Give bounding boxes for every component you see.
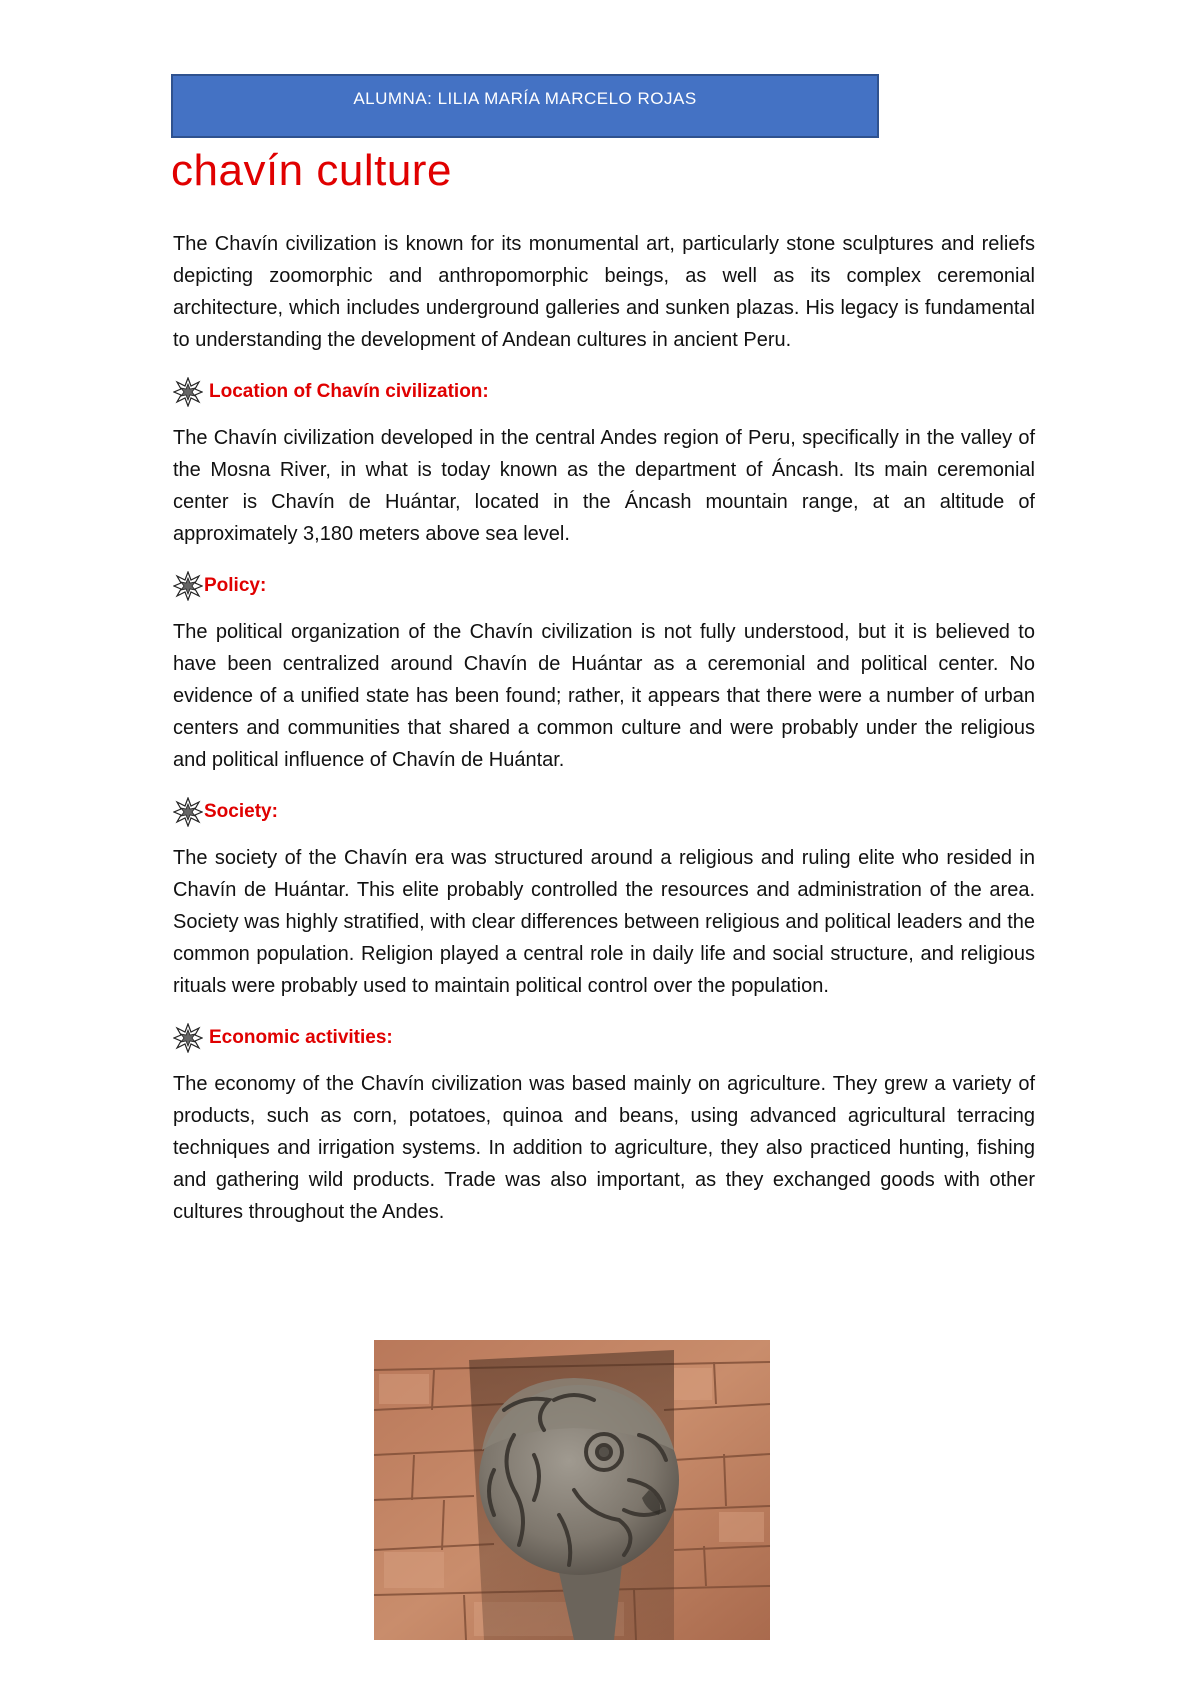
section-heading-policy xyxy=(173,570,1035,602)
section-body-society: The society of the Chavín era was structured around a religious and ruling elite who resided in Chavín de Huántar. This elite probably controlled the resources and administration of the area. Society was highly stratified, with clear differences between religious and political leaders and the common population. Religion played a central role in daily life and social structure, and religious rituals were probably used to maintain political control over the population. xyxy=(173,847,1035,997)
section-heading-economy xyxy=(173,1022,1035,1054)
tenon-head-illustration xyxy=(374,1340,770,1640)
starburst-icon xyxy=(173,1023,203,1053)
section-heading-text: Economic activities: xyxy=(209,1027,393,1048)
section-heading-text: Society: xyxy=(204,801,278,822)
starburst-icon xyxy=(173,797,203,827)
section-body-economy: The economy of the Chavín civilization was based mainly on agriculture. They grew a variety of products, such as corn, potatoes, quinoa and beans, using advanced agricultural terracing techniques and irrigation systems. In addition to agriculture, they also practiced hunting, fishing and gathering wild products. Trade was also important, as they exchanged goods with other cultures throughout the Andes. xyxy=(173,1073,1035,1223)
author-banner-text: ALUMNA: LILIA MARÍA MARCELO ROJAS xyxy=(353,89,697,108)
starburst-icon xyxy=(173,571,203,601)
starburst-icon xyxy=(173,377,203,407)
author-banner xyxy=(171,74,879,138)
section-heading-location xyxy=(173,376,1035,408)
intro-paragraph: The Chavín civilization is known for its monumental art, particularly stone sculptures and reliefs depicting zoomorphic and anthropomorphic beings, as well as its complex ceremonial architecture, which includes underground galleries and sunken plazas. His legacy is fundamental to understanding the development of Andean cultures in ancient Peru. xyxy=(173,233,1035,351)
section-heading-text: Location of Chavín civilization: xyxy=(209,381,489,402)
section-body-location: The Chavín civilization developed in the central Andes region of Peru, specifically in the valley of the Mosna River, in what is today known as the department of Áncash. Its main ceremonial center is Chavín de Huántar, located in the Áncash mountain range, at an altitude of approximately 3,180 meters above sea level. xyxy=(173,427,1035,545)
section-heading-society xyxy=(173,796,1035,828)
document-title: chavín culture xyxy=(171,146,452,195)
section-body-policy: The political organization of the Chavín civilization is not fully understood, but it is believed to have been centralized around Chavín de Huántar as a ceremonial and political center. No evidence of a unified state has been found; rather, it appears that there were a number of urban centers and communities that shared a common culture and were probably under the religious and political influence of Chavín de Huántar. xyxy=(173,621,1035,771)
section-heading-text: Policy: xyxy=(204,575,267,596)
document-body xyxy=(173,228,1035,1248)
tenon-head-photo xyxy=(374,1340,770,1640)
